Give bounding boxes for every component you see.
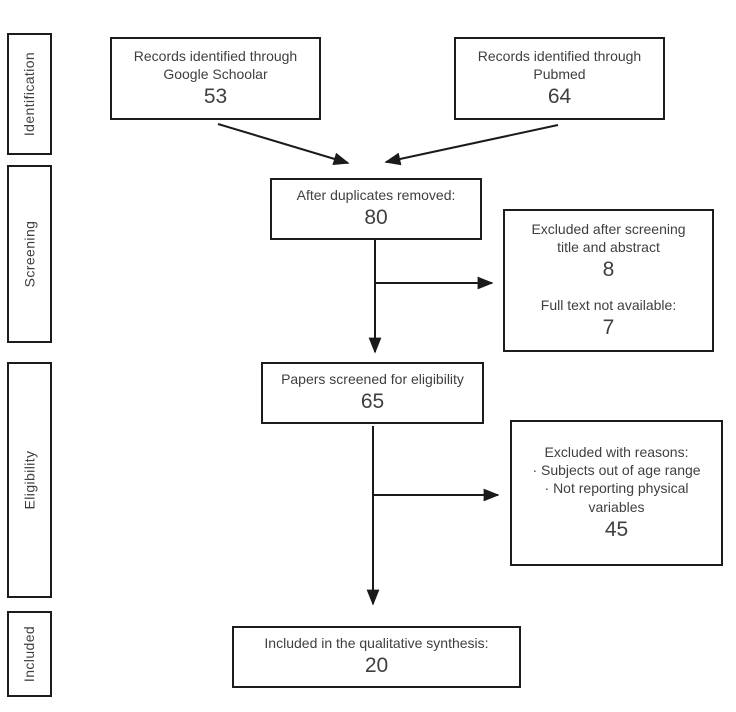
box-records-google-scholar: [110, 37, 321, 120]
box-excluded-reasons: [510, 420, 723, 566]
box-count: 7: [602, 315, 615, 339]
arrow-pubmed-to-duplicates: [386, 125, 558, 162]
box-text: Excluded after screening: [531, 220, 686, 237]
stage-identification: [7, 33, 52, 155]
box-excluded-screening: [503, 209, 714, 352]
box-count: 8: [602, 258, 615, 282]
box-text: Excluded with reasons:: [544, 444, 689, 460]
box-count: 80: [364, 206, 388, 230]
box-count: 20: [364, 654, 389, 678]
stage-screening: [7, 165, 52, 343]
box-text: Pubmed: [533, 65, 586, 82]
box-text: Included in the qualitative synthesis:: [264, 635, 489, 652]
box-text: Records identified through: [133, 47, 298, 64]
box-included-synthesis: [232, 626, 521, 688]
box-count: 65: [360, 390, 385, 414]
box-records-pubmed: [454, 37, 665, 120]
box-bullet: · Not reporting physical variables: [544, 480, 689, 515]
stage-label: Included: [21, 625, 38, 683]
box-duplicates-removed: [270, 178, 482, 240]
stage-label: Screening: [21, 220, 38, 288]
stage-label: Eligibility: [21, 450, 38, 510]
box-text: After duplicates removed:: [296, 187, 456, 204]
box-text: Papers screened for eligibility: [281, 371, 464, 388]
box-papers-screened: [261, 362, 484, 424]
box-text: Google Schoolar: [163, 65, 268, 82]
box-text: title and abstract: [557, 239, 660, 256]
stage-eligibility: [7, 362, 52, 598]
stage-label: Identification: [21, 51, 38, 137]
stage-included: [7, 611, 52, 697]
box-text: Records identified through: [477, 47, 642, 64]
box-text: Full text not available:: [540, 296, 677, 313]
box-bullet: · Subjects out of age range: [532, 462, 701, 479]
box-count: 45: [604, 517, 629, 541]
box-count: 64: [547, 85, 572, 109]
box-count: 53: [203, 85, 228, 109]
arrow-google-scholar-to-duplicates: [218, 124, 348, 163]
